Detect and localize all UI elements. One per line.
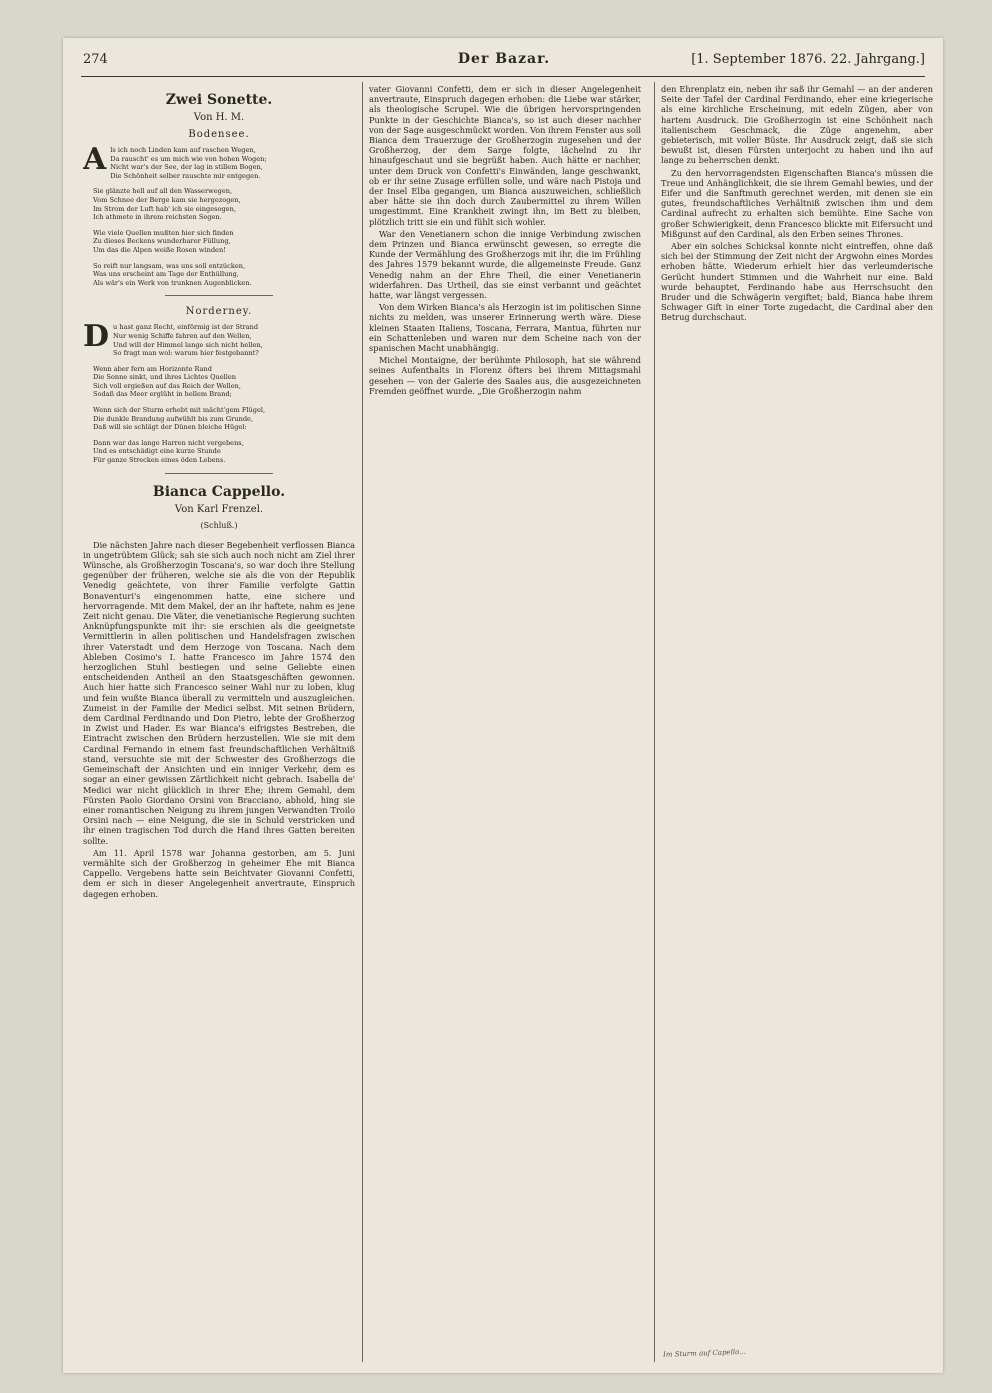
stanza: So reift nur langsam, was uns soll entzücken, Was uns erscheint am Tage der Enthüllung, Als wär's ein Werk von trunknen Augenblicken. (93, 261, 252, 287)
paragraph: Michel Montaigne, der berühmte Philosoph, hat sie während seines Aufenthalts in Florenz öfters bei ihrem Mittagsmahl gesehen — von der Galerie des Saales aus, die ausgezeichneten Fremden geöffnet wurde. „Die Großherzogin nahm (369, 355, 641, 396)
story-title: Bianca Cappello. (152, 483, 286, 500)
page-number: 274 (83, 52, 108, 67)
story-note: (Schluß.) (200, 520, 238, 530)
paragraph: Zu den hervorragendsten Eigenschaften Bianca's müssen die Treue und Anhänglichkeit, die sie ihrem Gemahl bewies, und der Eifer und die Sanftmuth gerechnet werden, mit denen sie ein gutes, freundschaftliches Verhältniß zwischen ihm und dem Cardinal aufrecht zu erhalten sich bemühte. Eine Sache von großer Schwierigkeit, denn Francesco blickte mit Eifersucht und Mißgunst auf den Cardinal, als den Erben seines Thrones. (661, 167, 933, 239)
poem-title: Norderney. (185, 306, 253, 318)
poem-title: Bodensee. (188, 129, 250, 140)
column-divider (654, 82, 655, 1362)
paragraph: Am 11. April 1578 war Johanna gestorben, am 5. Juni vermählte sich der Großherzog in geheimer Ehe mit Bianca Cappello. Vergebens hatte sein Beichtvater Giovanni Confetti, dem er sich in dieser Angelegenheit anvertraute, Einspruch dagegen erhoben. (83, 847, 355, 899)
paragraph: War den Venetianern schon die innige Verbindung zwischen dem Prinzen und Bianca erwünscht gewesen, so erregte die Kunde der Vermählung des Großherzogs mit ihr, die im Frühling des Jahres 1579 bekannt wurde, die allgemeinste Freude. Ganz Venedig nahm an der Ehre Theil, die einer Venetianerin widerfahren. Das Urtheil, das sie einst verbannt und geächtet hatte, war längst vergessen. (369, 228, 641, 301)
masthead: Der Bazar. (457, 51, 551, 67)
sonnets-author: Von H. M. (193, 112, 245, 123)
paragraph: den Ehrenplatz ein, neben ihr saß ihr Gemahl — an der anderen Seite der Tafel der Cardinal Ferdinando, eher eine kriegerische als eine kirchliche Erscheinung, mit edeln Zügen, aber von hartem Ausdruck. Die Großherzogin ist eine Schönheit nach italienischem Geschmack, die Züge angenehm, aber gebieterisch, mit voller Büste. Ihr Ausdruck zeigt, daß sie sich bewußt ist, diesen Fürsten unterjocht zu haben und ihn auf lange zu beherrschen denkt. (661, 84, 933, 166)
stanza: Dann war das lange Harren nicht vergebens, Und es entschädigt eine kurze Stunde Für ganze Strecken eines öden Lebens. (93, 438, 244, 465)
paragraph: Die nächsten Jahre nach dieser Begebenheit verflossen Bianca in ungetrübtem Glück; sah sie sich auch noch nicht am Ziel ihrer Wünsche, als Großherzogin Toscana's, so war doch ihre Stellung gegenüber der früheren, welche sie als die von der Republik Venedig geächtete, von ihrer Familie verfolgte Gattin Bonaventuri's eingenommen hatte, eine sichere und hervorragende. Mit dem Makel, der an ihr haftete, nahm es jene Zeit nicht genau. Die Väter, die venetianische Regierung suchten Anknüpfungspunkte mit ihr: sie erschien als die geeignetste Vermittlerin in allen politischen und Handelsfragen zwischen ihrer Vaterstadt und dem Herzoge von Toscana. Nach dem Ableben Cosimo's I. hatte Francesco im Jahre 1574 den herzoglichen Stuhl bestiegen und seine Geliebte einen entscheidenden Antheil an den Staatsgeschäften gewonnen. Auch hier hatte sich Francesco seiner Wahl nur zu loben, klug und fein wußte Bianca überall zu vermitteln und auszugleichen. Zumeist in der Familie der Medici selbst. Mit seinen Brüdern, dem Cardinal Ferdinando und Don Pietro, lebte der Großherzog in Zwist und Hader. Es war Bianca's eifrigstes Bestreben, die Eintracht zwischen den Brüdern herzustellen. Wie sie mit dem Cardinal Fernando in einem fast freundschaftlichen Verhältniß stand, versuchte sie mit der Schwester des Großherzogs die Gemeinschaft der Ansichten und ein inniger Verkehr, dem es sogar an einer gewissen Zärtlichkeit nicht gebrach. Isabella de' Medici war nicht glücklich in ihrer Ehe; ihrem Gemahl, dem Fürsten Paolo Giordano Orsini von Bracciano, abhold, hing sie einer romantischen Neigung zu ihrem jungen Verwandten Troilo Orsini nach — eine Neigung, die sie in Schuld verstricken und ihr einen tragischen Tod durch die Hand ihres Gatten bereiten sollte. (83, 539, 355, 846)
stanza: Sie glänzte hell auf all den Wasserwegen, Vom Schnee der Berge kam sie hergezogen, Im Strom der Luft hab' ich sie eingesogen, Ich athmete in ihrem reichsten Segen. (93, 187, 241, 222)
column-1 (83, 84, 355, 1349)
column-2 (369, 84, 641, 1369)
paragraph: vater Giovanni Confetti, dem er sich in dieser Angelegenheit anvertraute, Einspruch dagegen erhoben: die Liebe war stärker, als theologische Scrupel. Wie die übrigen hervorspringenden Punkte in der Geschichte Bianca's, so ist auch dieser nachher von der Sage ausgeschmückt worden. Von ihrem Fenster aus soll Bianca dem Trauerzuge der Großherzogin zugesehen und der Großherzog, der dem Sarge folgte, lächelnd zu ihr hinaufgeschaut und sie begrüßt haben. Auch hätte er nachher, unter dem Druck von Confetti's Einwänden, lange geschwankt, ob er ihr seine Zusage erfüllen solle, und wäre nach Pistoja und der Insel Elba gegangen, um Bianca auszuweichen, schließlich aber hätte sie ihn doch durch Zaubermittel zu ihrem Willen umgestimmt. Eine Krankheit zwingt ihn, im Bett zu bleiben, plötzlich tritt sie ein und fühlt sich wohler. (369, 84, 641, 227)
header-rule (81, 76, 925, 77)
stanza: Wenn sich der Sturm erhebt mit mächt'gem Flügel, Die dunkle Brandung aufwühlt bis zum Grunde, Daß will sie schlägt der Dünen bleiche Hügel: (93, 406, 266, 432)
story-author: Von Karl Frenzel. (174, 503, 264, 515)
stanza: Als ich noch Linden kam auf raschen Wegen, Da rauscht' es um mich wie von hohen Wogen; Nicht war's der See, der lag in stillem Bogen, Die Schönheit selber rauschte mir entgegen. (83, 142, 267, 180)
separator (165, 295, 274, 296)
column-3 (661, 84, 933, 1344)
handwritten-note: Im Sturm auf Capello... (662, 1347, 747, 1359)
separator (165, 473, 274, 474)
sonnets-title: Zwei Sonette. (165, 92, 273, 108)
stanza: Du hast ganz Recht, einförmig ist der Strand Nur wenig Schiffe fahren auf den Wellen, Und will der Himmel lange sich nicht hellen, So fragt man wol: warum hier festgebannt? (83, 319, 263, 358)
stanza: Wie viele Quellen mußten hier sich finden Zu dieses Beckens wunderbarer Füllung, Um das die Alpen weiße Rosen winden! (93, 228, 234, 254)
stanza: Wenn aber fern am Horizonte Rand Die Sonne sinkt, und ihres Lichtes Quellen Sich voll ergießen auf das Reich der Wellen, Sodaß das Meer erglüht in hellem Brand; (93, 364, 241, 399)
drop-cap: A (83, 142, 107, 177)
issue-date: [1. September 1876. 22. Jahrgang.] (691, 52, 925, 67)
paragraph: Von dem Wirken Bianca's als Herzogin ist im politischen Sinne nichts zu melden, was unserer Erinnerung werth wäre. Diese kleinen Staaten Italiens, Toscana, Ferrara, Mantua, führten nur ein Schattenleben und waren nur dem Scheine nach von der spanischen Macht unabhängig. (369, 302, 641, 354)
column-divider (362, 82, 363, 1362)
paragraph: Aber ein solches Schicksal konnte nicht eintreffen, ohne daß sich bei der Stimmung der Zeit nicht der Argwohn eines Mordes erhoben hätte. Wiederum erhielt hier das verleumderische Gerücht hundert Stimmen und die Wahrheit nur eine. Bald wurde behauptet, Ferdinando habe aus Herrschsucht den Bruder und die Schwägerin vergiftet; bald, Bianca habe ihrem Schwager Gift in einer Torte zugedacht, die Cardinal aber den Betrug durchschaut. (661, 241, 933, 323)
page-header (83, 52, 925, 74)
drop-cap: D (83, 319, 110, 355)
